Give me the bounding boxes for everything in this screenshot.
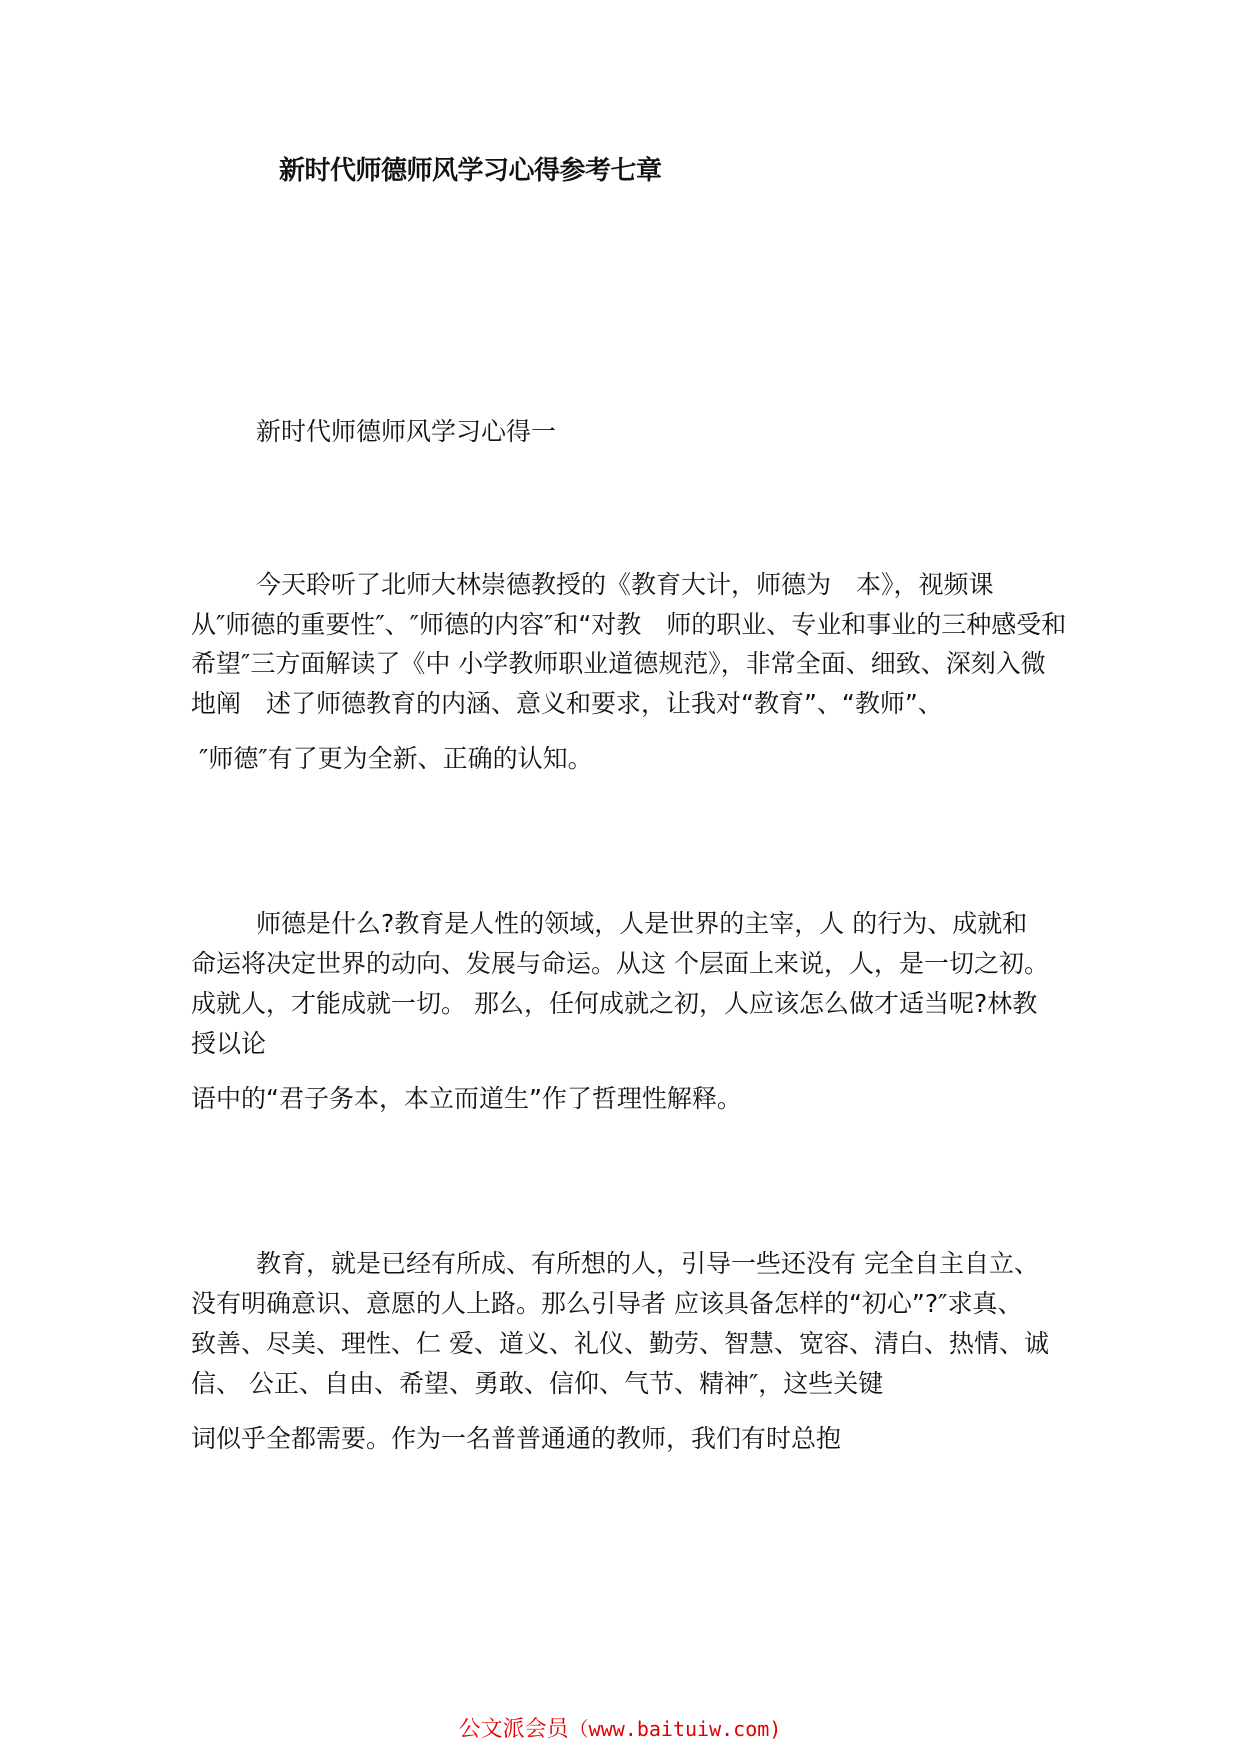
paragraph-line: 从″师德的重要性″、″师德的内容″和“对教 师的职业、专业和事业的三种感受和 (191, 610, 1067, 639)
paragraph-line: 致善、尽美、理性、仁 爱、道义、礼仪、勤劳、智慧、宽容、清白、热情、诚 (191, 1329, 1049, 1358)
footer-brand: 公文派会员 (458, 1717, 569, 1742)
paragraph-line: 命运将决定世界的动向、发展与命运。从这 个层面上来说，人，是一切之初。 (191, 949, 1049, 978)
footer-url[interactable]: （www.baituiw.com) (568, 1717, 782, 1741)
paragraph-line: 希望″三方面解读了《中 小学教师职业道德规范》，非常全面、细致、深刻入微 (191, 649, 1046, 678)
paragraph-line: 师德是什么?教育是人性的领域，人是世界的主宰，人 的行为、成就和 (256, 909, 1028, 938)
paragraph-line: 教育，就是已经有所成、有所想的人，引导一些还没有 完全自主自立、 (256, 1249, 1039, 1278)
section-title: 新时代师德师风学习心得一 (256, 417, 557, 446)
paragraph-line: 今天聆听了北师大林崇德教授的《教育大计，师德为 本》，视频课 (256, 570, 994, 599)
paragraph-line: 语中的“君子务本，本立而道生”作了哲理性解释。 (191, 1084, 742, 1113)
paragraph-line: 词似乎全都需要。作为一名普普通通的教师，我们有时总抱 (191, 1424, 842, 1453)
paragraph-line: 信、 公正、自由、希望、勇敢、信仰、气节、精神″，这些关键 (191, 1369, 884, 1398)
page-title: 新时代师德师风学习心得参考七章 (279, 156, 662, 186)
paragraph-line: 没有明确意识、意愿的人上路。那么引导者 应该具备怎样的“初心”?″求真、 (191, 1289, 1023, 1318)
footer-watermark (0, 1712, 1240, 1743)
paragraph-line: 成就人，才能成就一切。 那么，任何成就之初，人应该怎么做才适当呢?林教 (191, 989, 1038, 1018)
paragraph-line: 授以论 (191, 1029, 267, 1058)
paragraph-line: ″师德″有了更为全新、正确的认知。 (199, 744, 593, 773)
paragraph-line: 地阐 述了师德教育的内涵、意义和要求，让我对“教育”、“教师”、 (191, 689, 943, 718)
